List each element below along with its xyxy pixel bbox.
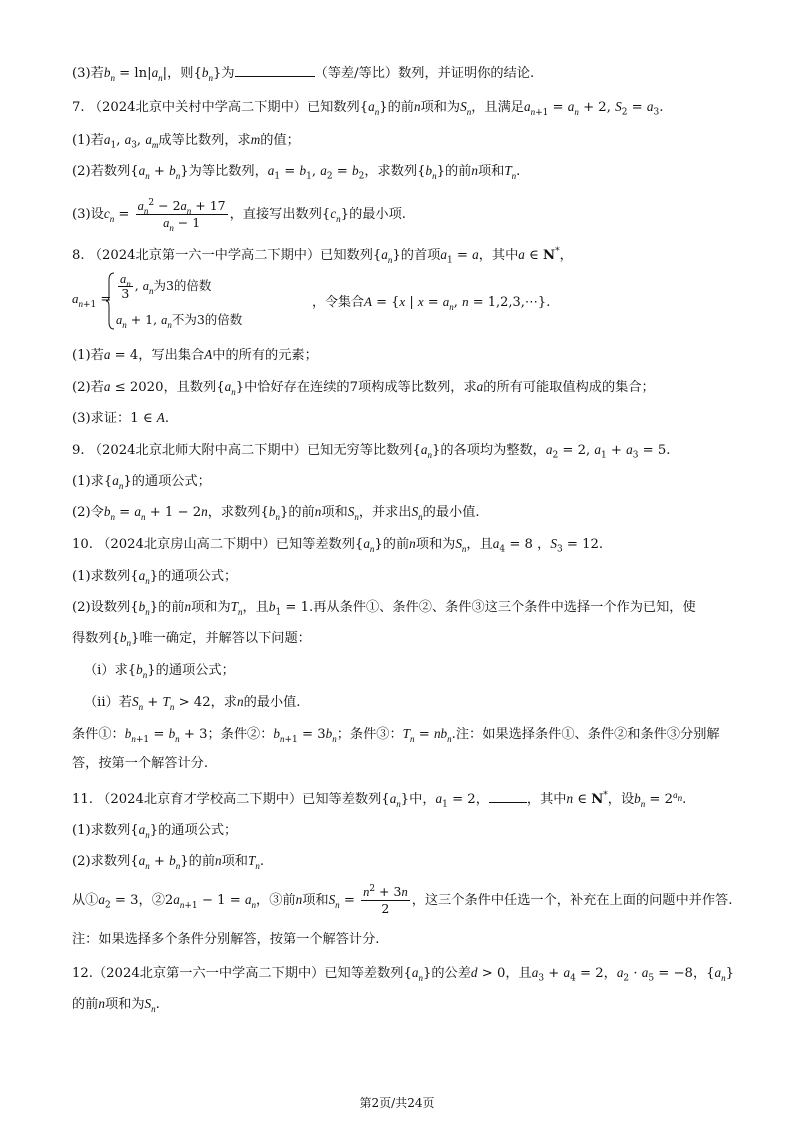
case-1: $\frac{a_n}{3}$ , $a_n$为3的倍数 bbox=[120, 272, 212, 301]
question-7: 7. （2024北京中关村中学高二下期中）已知数列$\{a_n\}$的前n项和为$S_n$，且满足$a_{n+1} = a_n + 2$, $S_2 = a_3$. bbox=[72, 99, 664, 118]
question-9-part2: (2)令$b_n = a_n + 1 - 2n$，求数列$\{b_n\}$的前n项和$S_n$，并求出$S_n$的最小值. bbox=[72, 504, 480, 522]
question-10: 10. （2024北京房山高二下期中）已知等差数列$\{a_n\}$的前n项和为$S_n$，且$a_4 = 8$ ，$S_3 = 12$. bbox=[72, 536, 604, 555]
question-12: 12.（2024北京第一六一中学高二下期中）已知等差数列$\{a_n\}$的公差d > 0，且$a_3 + a_4 = 2$，$a_2 \cdot a_5 = -8$，$\{a_n\}$ bbox=[72, 965, 734, 984]
answer-blank bbox=[235, 62, 315, 77]
question-12-cont: 的前n项和为$S_n$. bbox=[72, 996, 160, 1014]
question-8-part1: (1)若a = 4，写出集合A中的所有的元素； bbox=[72, 347, 318, 363]
question-10-sub-ii: （ii）若$S_n + T_n > 42$，求n的最小值. bbox=[84, 694, 301, 712]
question-11: 11. （2024北京育才学校高二下期中）已知等差数列$\{a_n\}$中，$a_1 = 2$， ，其中n ∈ N*，设$b_n = 2^{a_n}$. bbox=[72, 789, 687, 810]
q6-part3: (3)若$b_n = \ln|a_n|$，则$\{b_n\}$为 （等差/等比）数列，并证明你的结论. bbox=[72, 62, 734, 84]
question-8-part2: (2)若a ≤ 2020，且数列$\{a_n\}$中恰好存在连续的7项构成等比数列，求a的所有可能取值构成的集合； bbox=[72, 379, 655, 397]
fraction: $\frac{n^2 + 3n}{2}$ bbox=[363, 883, 408, 916]
question-11-note: 注：如果选择多个条件分别解答，按第一个解答计分. bbox=[72, 932, 380, 947]
question-11-part2: (2)求数列$\{a_n + b_n\}$的前n项和$T_n$. bbox=[72, 853, 265, 871]
question-7-part3: (3)设$c_n$ = $\frac{a_n^2 - 2a_n + 17}{a_n - 1}$ ，直接写出数列$\{c_n\}$的最小项. bbox=[72, 197, 407, 233]
question-10-part2-cont: 得数列$\{b_n\}$唯一确定，并解答以下问题： bbox=[72, 630, 311, 648]
question-9-part1: (1)求$\{a_n\}$的通项公式； bbox=[72, 473, 211, 491]
question-10-conditions: 条件①：$b_{n+1} = b_n + 3$；条件②：$b_{n+1} = 3b_n$；条件③：$T_n = nb_n$.注：如果选择条件①、条件②和条件③分别解 bbox=[72, 726, 720, 745]
document-page: (3)若$b_n = \ln|a_n|$，则$\{b_n\}$为 （等差/等比）数列，并证明你的结论. 7. （2024北京中关村中学高二下期中）已知数列$\{a_n\}$的前n项和为$S_n$，且满足$a_{n+1} = a_n + 2$, $S_2 = a_3$. (1)若$a_1$, $a_3$, $a_m$成等比数列，求m的值； (2)若数列$\{a_n + b_n\}$为等比数列，$a_1 = b_1$, $a_2 = b_2$，求数列$\{b_n\}$的前n项和$T_n$. (3)设$c_n$ = $\frac{a_n^2 - 2a_n + 17}{a_n - 1}$ ，直接写出数列$\{c_n\}$的最小项. 8. （2024北京第一六一中学高二下期中）已知数列$\{a_n\}$的首项$a_1 = a$，其中a ∈ N*， $a_{n+1}$ = $\frac{a_n}{3}$ , $a_n$为3的倍数 $a_n + 1$, $a_n$不为3的倍数 ，令集合A = {x | $x = a_n$, n = 1,2,3,⋯}. (1)若a = 4，写出集合A中的所有的元素； (2)若a ≤ 2020，且数列$\{a_n\}$中恰好存在连续的7项构成等比数列，求a的所有可能取值构成的集合； (3)求证：1 ∈ A. 9. （2024北京北师大附中高二下期中）已知无穷等比数列$\{a_n\}$的各项均为整数，$a_2 = 2$, $a_1 + a_3 = 5$. (1)求$\{a_n\}$的通项公式； (2)令$b_n = a_n + 1 - 2n$，求数列$\{b_n\}$的前n项和$S_n$，并求出$S_n$的最小值. 10. （2024北京房山高二下期中）已知等差数列$\{a_n\}$的前n项和为$S_n$，且$a_4 = 8$ ，$S_3 = 12$. (1)求数列$\{a_n\}$的通项公式； (2)设数列$\{b_n\}$的前n项和为$T_n$，且$b_1 = 1$.再从条件①、条件②、条件③这三个条件中选择一个作为已知，使 得数列$\{b_n\}$唯一确定，并解答以下问题： （i）求$\{b_n\}$的通项公式； （ii）若$S_n + T_n > 42$，求n的最小值. 条件①：$b_{n+1} = b_n + 3$；条件②：$b_{n+1} = 3b_n$；条件③：$T_n = nb_n$.注：如果选择条件①、条件②和条件③分别解 答，按第一个解答计分. 11. （2024北京育才学校高二下期中）已知等差数列$\{a_n\}$中，$a_1 = 2$， ，其中n ∈ N*，设$b_n = 2^{a_n}$. (1)求数列$\{a_n\}$的通项公式； (2)求数列$\{a_n + b_n\}$的前n项和$T_n$. 从$①a_2 = 3$，$②2a_{n+1} - 1 = a_n$，③前n项和$S_n$ = $\frac{n^2 + 3n}{2}$ ，这三个条件中任选一个，补充在上面的问题中并作答. 注：如果选择多个条件分别解答，按第一个解答计分. 12.（2024北京第一六一中学高二下期中）已知等差数列$\{a_n\}$的公差d > 0，且$a_3 + a_4 = 2$，$a_2 \cdot a_5 = -8$，$\{a_n\}$ 的前n项和为$S_n$. 第2页/共24页 bbox=[0, 0, 794, 1122]
question-10-part2: (2)设数列$\{b_n\}$的前n项和为$T_n$，且$b_1 = 1$.再从条件①、条件②、条件③这三个条件中选择一个作为已知，使 bbox=[72, 599, 696, 618]
question-10-part1: (1)求数列$\{a_n\}$的通项公式； bbox=[72, 568, 238, 586]
page-footer: 第2页/共24页 bbox=[359, 1096, 435, 1110]
question-8: 8. （2024北京第一六一中学高二下期中）已知数列$\{a_n\}$的首项$a_1 = a$，其中a ∈ N*， bbox=[72, 246, 573, 266]
brace bbox=[106, 272, 114, 330]
fraction: $\frac{a_n^2 - 2a_n + 17}{a_n - 1}$ bbox=[137, 197, 226, 233]
question-11-part1: (1)求数列$\{a_n\}$的通项公式； bbox=[72, 822, 238, 840]
question-8-part3: (3)求证：1 ∈ A. bbox=[72, 410, 170, 426]
question-7-part1: (1)若$a_1$, $a_3$, $a_m$成等比数列，求m的值； bbox=[72, 132, 300, 151]
question-11-conditions: 从$①a_2 = 3$，$②2a_{n+1} - 1 = a_n$，③前n项和$S_n$ = $\frac{n^2 + 3n}{2}$ ，这三个条件中任选一个，补充在上面的问题中并作答. bbox=[72, 883, 733, 916]
question-10-sub-i: （i）求$\{b_n\}$的通项公式； bbox=[84, 662, 235, 680]
answer-blank bbox=[489, 788, 527, 803]
question-7-part2: (2)若数列$\{a_n + b_n\}$为等比数列，$a_1 = b_1$, $a_2 = b_2$，求数列$\{b_n\}$的前n项和$T_n$. bbox=[72, 163, 521, 182]
question-9: 9. （2024北京北师大附中高二下期中）已知无穷等比数列$\{a_n\}$的各项均为整数，$a_2 = 2$, $a_1 + a_3 = 5$. bbox=[72, 442, 671, 461]
question-10-conditions-cont: 答，按第一个解答计分. bbox=[72, 756, 209, 771]
case-2: $a_n + 1$, $a_n$不为3的倍数 bbox=[116, 312, 243, 330]
